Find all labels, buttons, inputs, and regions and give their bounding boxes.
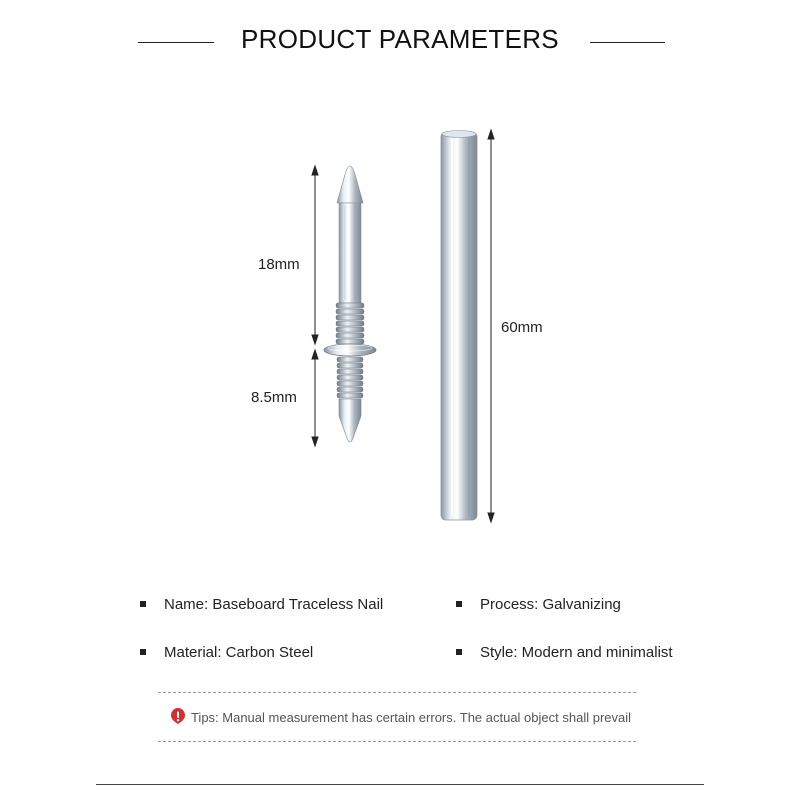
bullet-icon — [140, 601, 146, 607]
bullet-icon — [456, 649, 462, 655]
dimension-arrow-pin — [488, 130, 494, 522]
spec-material — [140, 644, 313, 661]
spec-process — [456, 596, 621, 613]
spec-label: Style: Modern and minimalist — [480, 644, 673, 661]
tips-divider-bottom — [158, 741, 636, 742]
bullet-icon — [456, 601, 462, 607]
tips-notice — [0, 708, 800, 729]
tips-divider-top — [158, 692, 636, 693]
page-title: PRODUCT PARAMETERS — [241, 24, 559, 54]
pin-illustration — [441, 131, 477, 521]
dimension-label-pin: 60mm — [501, 319, 543, 336]
tips-text: Tips: Manual measurement has certain errors. The actual object shall prevail — [190, 709, 632, 725]
spec-label: Name: Baseboard Traceless Nail — [164, 596, 384, 613]
warning-icon — [169, 707, 187, 728]
spec-name — [140, 596, 383, 613]
dimension-arrow-upper — [312, 166, 318, 344]
spec-label: Process: Galvanizing — [480, 596, 621, 613]
spec-label: Material: Carbon Steel — [164, 644, 314, 661]
nail-illustration — [324, 166, 376, 442]
spec-style — [456, 644, 673, 661]
footer-rule — [96, 784, 704, 785]
dimension-label-upper: 18mm — [258, 256, 300, 273]
dimension-label-lower: 8.5mm — [251, 389, 297, 406]
bullet-icon — [140, 649, 146, 655]
dimension-arrow-lower — [312, 350, 318, 446]
